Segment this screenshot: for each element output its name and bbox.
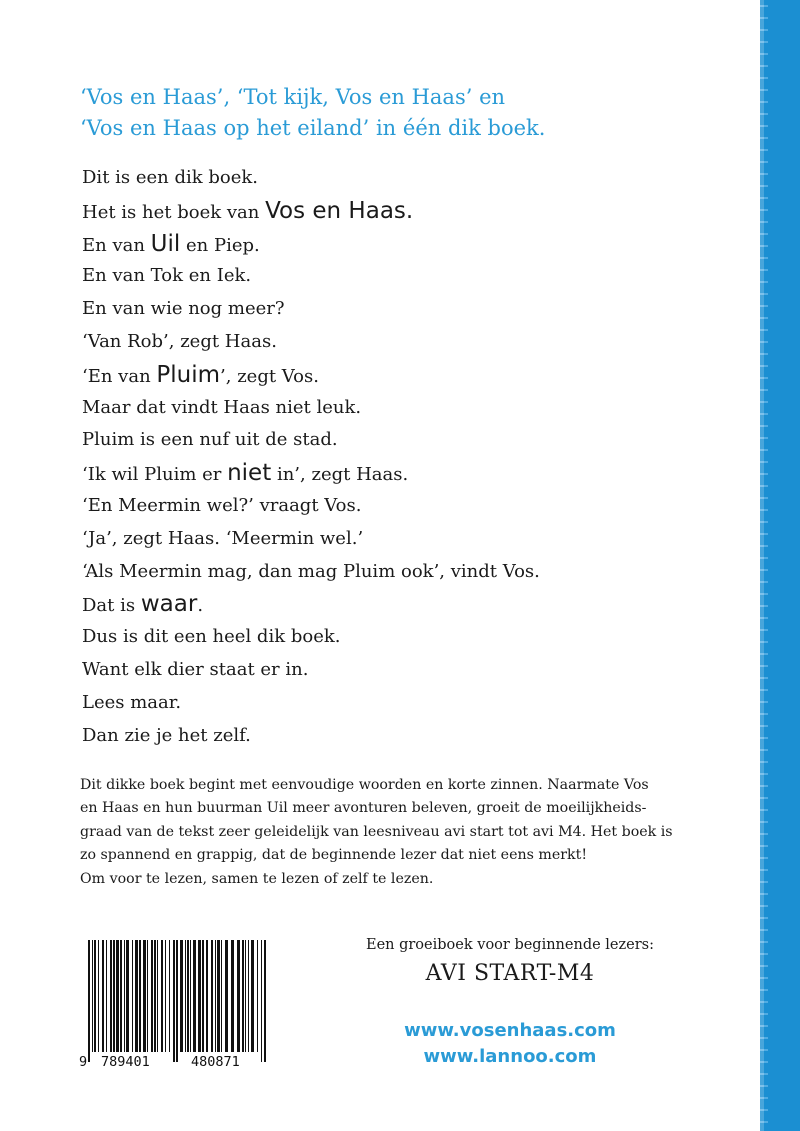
barcode-bar bbox=[126, 940, 129, 1052]
barcode-bar bbox=[193, 940, 196, 1052]
poem-text-run: . bbox=[197, 595, 204, 617]
poem-text-run: En van bbox=[82, 234, 151, 256]
barcode-bar bbox=[251, 940, 254, 1052]
poem-text-run: ‘Ja’, zegt Haas. ‘Meermin wel.’ bbox=[82, 527, 364, 549]
barcode-bar bbox=[242, 940, 244, 1052]
barcode-bar bbox=[116, 940, 119, 1052]
poem-text-run: ’, zegt Vos. bbox=[220, 365, 319, 387]
barcode-bar bbox=[169, 940, 170, 1052]
barcode-bar bbox=[154, 940, 156, 1052]
poem-line bbox=[82, 228, 722, 261]
barcode-bar bbox=[94, 940, 96, 1052]
poem-text-run: ‘Van Rob’, zegt Haas. bbox=[82, 330, 277, 352]
website-link-lannoo[interactable]: www.lannoo.com bbox=[423, 1046, 597, 1067]
barcode-bar bbox=[257, 940, 258, 1052]
barcode-bar bbox=[187, 940, 189, 1052]
poem-text-run: Dan zie je het zelf. bbox=[82, 724, 251, 746]
barcode-bar bbox=[173, 940, 175, 1062]
poem-line bbox=[82, 523, 722, 556]
barcode-bar bbox=[198, 940, 201, 1052]
blurb-line: graad van de tekst zeer geleidelijk van leesniveau avi start tot avi M4. Het boek is bbox=[80, 823, 673, 840]
poem-text-run: ‘En Meermin wel?’ vraagt Vos. bbox=[82, 494, 362, 516]
barcode-bar bbox=[176, 940, 178, 1062]
barcode-bar bbox=[120, 940, 122, 1052]
website-link-vosenhaas[interactable]: www.vosenhaas.com bbox=[404, 1020, 616, 1041]
barcode-bar bbox=[261, 940, 262, 1062]
barcode-bar bbox=[147, 940, 148, 1052]
poem-text-run: Het is het boek van bbox=[82, 201, 266, 223]
barcode-bar bbox=[165, 940, 166, 1052]
poem-line bbox=[82, 687, 722, 720]
barcode-bar bbox=[113, 940, 115, 1052]
poem-line bbox=[82, 392, 722, 425]
poem-text-run: En van wie nog meer? bbox=[82, 298, 285, 320]
isbn-first-digit: 9 bbox=[79, 1054, 88, 1070]
barcode-bar bbox=[221, 940, 222, 1052]
poem-line bbox=[82, 260, 722, 293]
barcode-bar bbox=[206, 940, 208, 1052]
poem-line bbox=[82, 359, 722, 392]
isbn-left-group: 789401 bbox=[101, 1054, 150, 1070]
poem-line bbox=[82, 490, 722, 523]
poem-line bbox=[82, 654, 722, 687]
poem-line bbox=[82, 195, 722, 228]
poem-emphasis-word: Uil bbox=[150, 230, 181, 257]
poem-line bbox=[82, 556, 722, 589]
poem-line bbox=[82, 162, 722, 195]
poem-text-run: En van Tok en Iek. bbox=[82, 265, 252, 287]
poem-text-run: Want elk dier staat er in. bbox=[82, 658, 309, 680]
barcode-bar bbox=[231, 940, 234, 1052]
heading-line-2: ‘Vos en Haas op het eiland’ in één dik boek. bbox=[80, 116, 546, 140]
barcode-bar bbox=[245, 940, 246, 1052]
barcode-bar bbox=[215, 940, 216, 1052]
poem-text-run: en Piep. bbox=[180, 234, 260, 256]
barcode-bar bbox=[248, 940, 249, 1052]
poem-line bbox=[82, 293, 722, 326]
barcode-bar bbox=[143, 940, 146, 1052]
blurb-line: Om voor te lezen, samen te lezen of zelf te lezen. bbox=[80, 870, 434, 887]
barcode-bar bbox=[190, 940, 191, 1052]
barcode-bar bbox=[92, 940, 93, 1052]
poem-text-run: Maar dat vindt Haas niet leuk. bbox=[82, 396, 362, 418]
poem-line bbox=[82, 424, 722, 457]
poem-text-run: Pluim is een nuf uit de stad. bbox=[82, 429, 338, 451]
barcode-bar bbox=[225, 940, 228, 1052]
barcode-bar bbox=[135, 940, 138, 1052]
poem-emphasis-word: Pluim bbox=[156, 361, 221, 388]
cover-heading bbox=[80, 82, 740, 144]
barcode-bar bbox=[110, 940, 112, 1052]
barcode-bar bbox=[132, 940, 133, 1052]
poem-line bbox=[82, 326, 722, 359]
tagline: Een groeiboek voor beginnende lezers: bbox=[365, 937, 654, 953]
poem-text-run: ‘Als Meermin mag, dan mag Pluim ook’, vindt Vos. bbox=[82, 560, 540, 582]
blurb-line: en Haas en hun buurman Uil meer avonturen beleven, groeit de moeilijkheids- bbox=[80, 800, 647, 817]
poem-text-run: Dat is bbox=[82, 595, 141, 617]
barcode-bar bbox=[102, 940, 104, 1052]
heading-line-1: ‘Vos en Haas’, ‘Tot kijk, Vos en Haas’ en bbox=[80, 85, 506, 109]
barcode-bar bbox=[211, 940, 213, 1052]
poem-line bbox=[82, 621, 722, 654]
barcode-bar bbox=[202, 940, 204, 1052]
poem-line bbox=[82, 588, 722, 621]
poem-text-run: in’, zegt Haas. bbox=[271, 464, 409, 486]
barcode-bar bbox=[98, 940, 99, 1052]
blurb-line: zo spannend en grappig, dat de beginnende lezer dat niet eens merkt! bbox=[80, 847, 588, 864]
barcode-bar bbox=[88, 940, 90, 1062]
barcode-bar bbox=[217, 940, 220, 1052]
poem-line bbox=[82, 720, 722, 753]
barcode-bar bbox=[237, 940, 240, 1052]
blue-edge-stripe bbox=[764, 0, 800, 1131]
barcode-bar bbox=[264, 940, 266, 1062]
barcode-bar bbox=[180, 940, 183, 1052]
barcode-bar bbox=[161, 940, 163, 1052]
poem-emphasis-word: waar bbox=[140, 591, 198, 618]
poem-text-run: ‘Ik wil Pluim er bbox=[82, 464, 228, 486]
barcode-bar bbox=[151, 940, 153, 1052]
poem-emphasis-word: niet bbox=[227, 460, 272, 487]
poem-text bbox=[82, 162, 722, 752]
barcode-bar bbox=[106, 940, 107, 1052]
poem-text-run: Dus is dit een heel dik boek. bbox=[82, 626, 341, 648]
poem-text-run: ‘En van bbox=[82, 365, 157, 387]
poem-text-run: Lees maar. bbox=[82, 691, 182, 713]
poem-text-run: Dit is een dik boek. bbox=[82, 167, 259, 188]
barcode-bar bbox=[157, 940, 158, 1052]
barcode-bar bbox=[185, 940, 186, 1052]
barcode-bar bbox=[139, 940, 141, 1052]
book-blurb bbox=[80, 774, 720, 891]
barcode-bar bbox=[124, 940, 125, 1052]
poem-line bbox=[82, 457, 722, 490]
avi-level: AVI START-M4 bbox=[425, 961, 595, 986]
poem-emphasis-word: Vos en Haas. bbox=[265, 197, 414, 224]
isbn-right-group: 480871 bbox=[191, 1054, 240, 1070]
blurb-line: Dit dikke boek begint met eenvoudige woorden en korte zinnen. Naarmate Vos bbox=[80, 777, 649, 793]
